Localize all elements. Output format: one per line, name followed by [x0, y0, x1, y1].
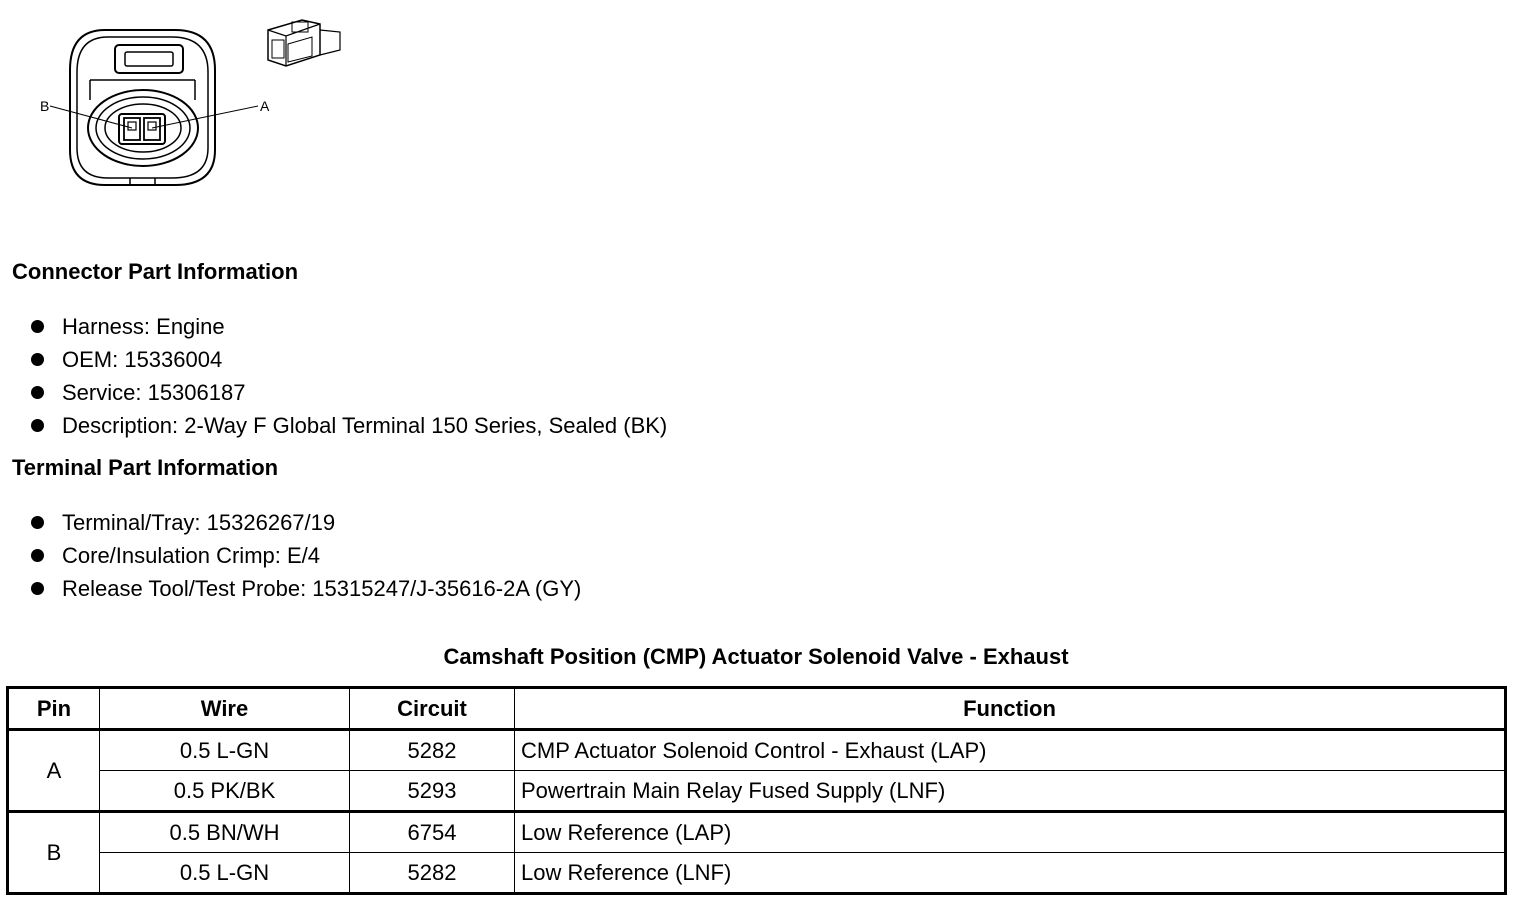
function-cell: Powertrain Main Relay Fused Supply (LNF)	[515, 771, 1506, 812]
wire-cell: 0.5 BN/WH	[100, 812, 350, 853]
table-title: Camshaft Position (CMP) Actuator Solenoid Valve - Exhaust	[443, 644, 1069, 669]
pinout-table	[6, 686, 1507, 895]
wire-cell: 0.5 L-GN	[100, 730, 350, 771]
list-item: Core/Insulation Crimp: E/4	[28, 539, 581, 572]
connector-diagram	[30, 10, 360, 195]
connector-part-info-heading: Connector Part Information	[12, 259, 299, 284]
function-cell: Low Reference (LNF)	[515, 853, 1506, 894]
function-cell: Low Reference (LAP)	[515, 812, 1506, 853]
pin-cell: A	[8, 730, 100, 812]
circuit-cell: 6754	[350, 812, 515, 853]
wire-cell: 0.5 L-GN	[100, 853, 350, 894]
header-circuit: Circuit	[350, 688, 515, 730]
connector-face-drawing	[30, 10, 360, 195]
pin-cell: B	[8, 812, 100, 894]
list-item: Release Tool/Test Probe: 15315247/J-35616-2A (GY)	[28, 572, 581, 605]
circuit-cell: 5282	[350, 730, 515, 771]
list-item: OEM: 15336004	[28, 343, 667, 376]
table-header-row	[8, 688, 1506, 730]
list-item: Service: 15306187	[28, 376, 667, 409]
connector-part-info-list	[28, 310, 667, 442]
table-row	[8, 853, 1506, 894]
list-item: Description: 2-Way F Global Terminal 150 Series, Sealed (BK)	[28, 409, 667, 442]
table-row	[8, 771, 1506, 812]
header-pin: Pin	[8, 688, 100, 730]
circuit-cell: 5282	[350, 853, 515, 894]
function-cell: CMP Actuator Solenoid Control - Exhaust (LAP)	[515, 730, 1506, 771]
header-wire: Wire	[100, 688, 350, 730]
list-item: Harness: Engine	[28, 310, 667, 343]
pin-b-label: B	[40, 98, 50, 114]
list-item: Terminal/Tray: 15326267/19	[28, 506, 581, 539]
pin-a-label: A	[260, 98, 270, 114]
header-function: Function	[515, 688, 1506, 730]
circuit-cell: 5293	[350, 771, 515, 812]
table-row	[8, 730, 1506, 771]
wire-cell: 0.5 PK/BK	[100, 771, 350, 812]
terminal-part-info-heading: Terminal Part Information	[12, 455, 279, 480]
terminal-part-info-list	[28, 506, 581, 605]
table-row	[8, 812, 1506, 853]
